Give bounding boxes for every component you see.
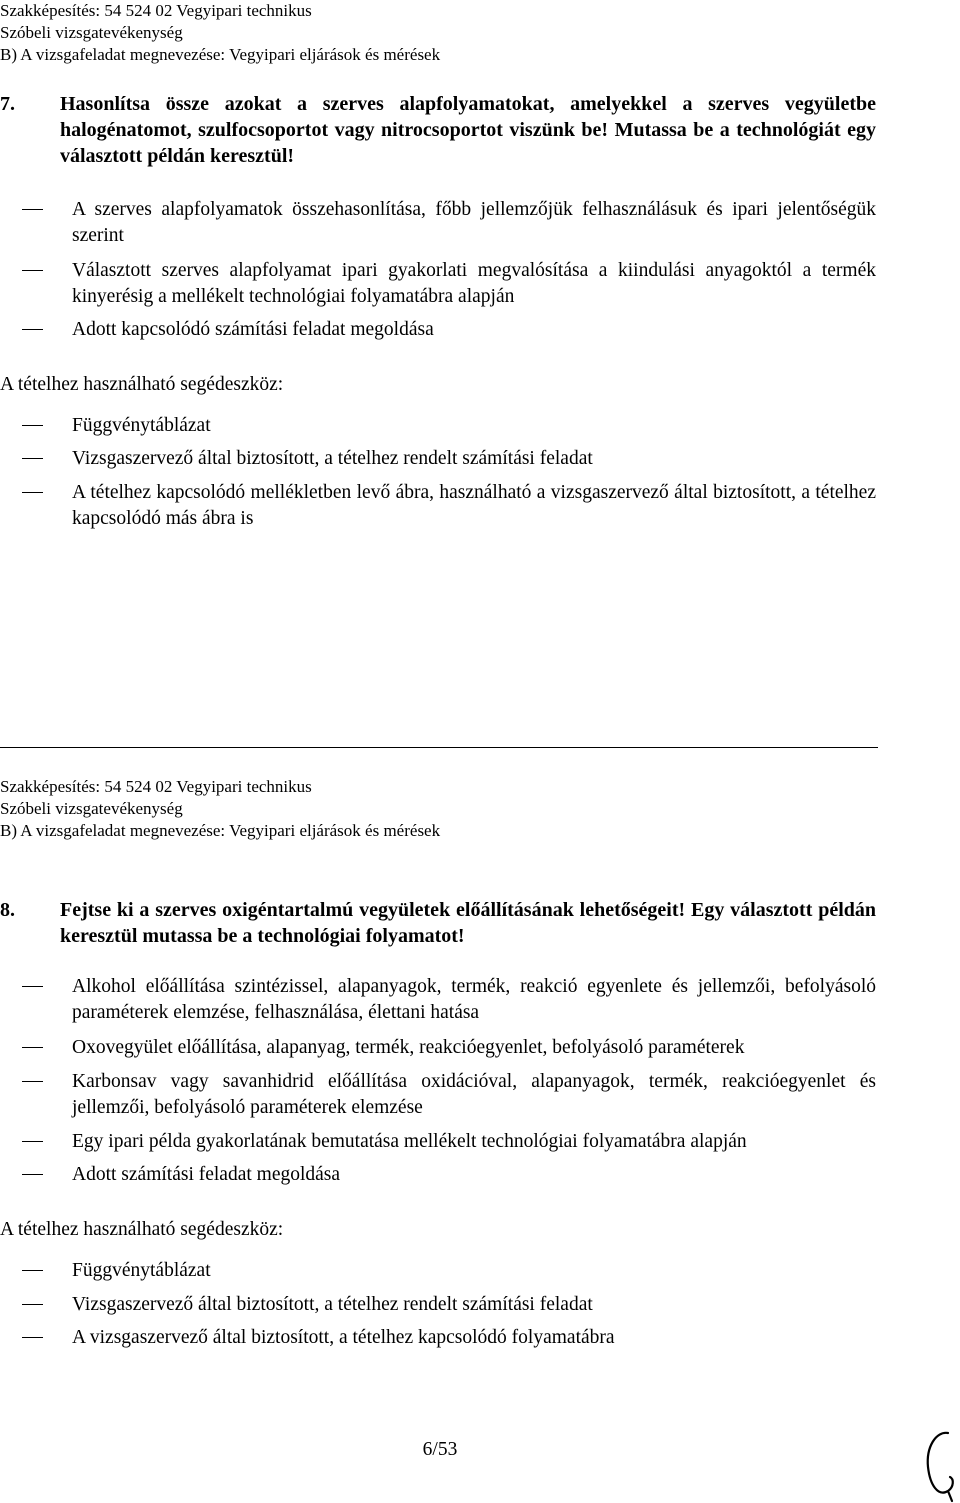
list-item: Adott számítási feladat megoldása xyxy=(0,1162,876,1188)
dash-bullet-icon xyxy=(22,1081,43,1082)
list-item: Függvénytáblázat xyxy=(0,1258,876,1284)
list-item: A tételhez kapcsolódó mellékletben levő ábra, használható a vizsgaszervező által biztosított, a tételhez kapcsolódó más ábra is xyxy=(0,480,876,532)
header-exam-type: Szóbeli vizsgatevékenység xyxy=(0,799,183,818)
list-item: A szerves alapfolyamatok összehasonlítása, főbb jellemzőjük felhasználásuk és ipari jelentőségük szerint xyxy=(0,197,876,249)
page-header-2 xyxy=(0,776,440,842)
question-text: Hasonlítsa össze azokat a szerves alapfolyamatokat, amelyekkel a szerves vegyületbe halogénatomot, szulfocsoportot vagy nitrocsoportot viszünk be! Mutassa be a technológiát egy választott példán keresztül! xyxy=(60,93,876,167)
header-exam-type: Szóbeli vizsgatevékenység xyxy=(0,23,183,42)
dash-bullet-icon xyxy=(22,425,43,426)
dash-bullet-icon xyxy=(22,458,43,459)
list-item: Választott szerves alapfolyamat ipari gyakorlati megvalósítása a kiindulási anyagoktól a termék kinyerésig a mellékelt technológiai folyamatábra alapján xyxy=(0,258,876,310)
dash-bullet-icon xyxy=(22,1304,43,1305)
list-item: A vizsgaszervező által biztosított, a tételhez kapcsolódó folyamatábra xyxy=(0,1325,876,1351)
tools-heading: A tételhez használható segédeszköz: xyxy=(0,1219,284,1240)
dash-bullet-icon xyxy=(22,1270,43,1271)
list-item: Karbonsav vagy savanhidrid előállítása oxidációval, alapanyagok, termék, reakcióegyenlet és jellemzői, befolyásoló paraméterek elemzése xyxy=(0,1069,876,1121)
header-qualification: Szakképesítés: 54 524 02 Vegyipari technikus xyxy=(0,777,312,796)
dash-bullet-icon xyxy=(22,986,43,987)
dash-bullet-icon xyxy=(22,1047,43,1048)
dash-bullet-icon xyxy=(22,270,43,271)
page-number: 6/53 xyxy=(422,1439,458,1460)
question-number: 8. xyxy=(0,899,15,921)
dash-bullet-icon xyxy=(22,329,43,330)
list-item: Alkohol előállítása szintézissel, alapanyagok, termék, reakció egyenlete és jellemzői, befolyásoló paraméterek elemzése, felhasználása, élettani hatása xyxy=(0,974,876,1026)
list-item: Egy ipari példa gyakorlatának bemutatása mellékelt technológiai folyamatábra alapján xyxy=(0,1129,876,1155)
dash-bullet-icon xyxy=(22,1337,43,1338)
list-item: Vizsgaszervező által biztosított, a tételhez rendelt számítási feladat xyxy=(0,446,876,472)
question-8 xyxy=(0,897,876,949)
tools-heading: A tételhez használható segédeszköz: xyxy=(0,374,284,395)
page-divider xyxy=(0,747,878,748)
signature-mark-icon xyxy=(918,1425,960,1503)
question-number: 7. xyxy=(0,93,15,115)
list-item: Oxovegyület előállítása, alapanyag, termék, reakcióegyenlet, befolyásoló paraméterek xyxy=(0,1035,876,1061)
list-item: Függvénytáblázat xyxy=(0,413,876,439)
header-task-name: B) A vizsgafeladat megnevezése: Vegyipari eljárások és mérések xyxy=(0,45,441,64)
list-item: Adott kapcsolódó számítási feladat megoldása xyxy=(0,317,876,343)
dash-bullet-icon xyxy=(22,1174,43,1175)
header-qualification: Szakképesítés: 54 524 02 Vegyipari technikus xyxy=(0,1,312,20)
question-7 xyxy=(0,91,876,169)
dash-bullet-icon xyxy=(22,209,43,210)
question-text: Fejtse ki a szerves oxigéntartalmú vegyületek előállításának lehetőségeit! Egy választott példán keresztül mutassa be a technológiai folyamatot! xyxy=(60,899,876,947)
list-item: Vizsgaszervező által biztosított, a tételhez rendelt számítási feladat xyxy=(0,1292,876,1318)
dash-bullet-icon xyxy=(22,492,43,493)
page-header xyxy=(0,0,440,66)
dash-bullet-icon xyxy=(22,1141,43,1142)
header-task-name: B) A vizsgafeladat megnevezése: Vegyipari eljárások és mérések xyxy=(0,821,441,840)
